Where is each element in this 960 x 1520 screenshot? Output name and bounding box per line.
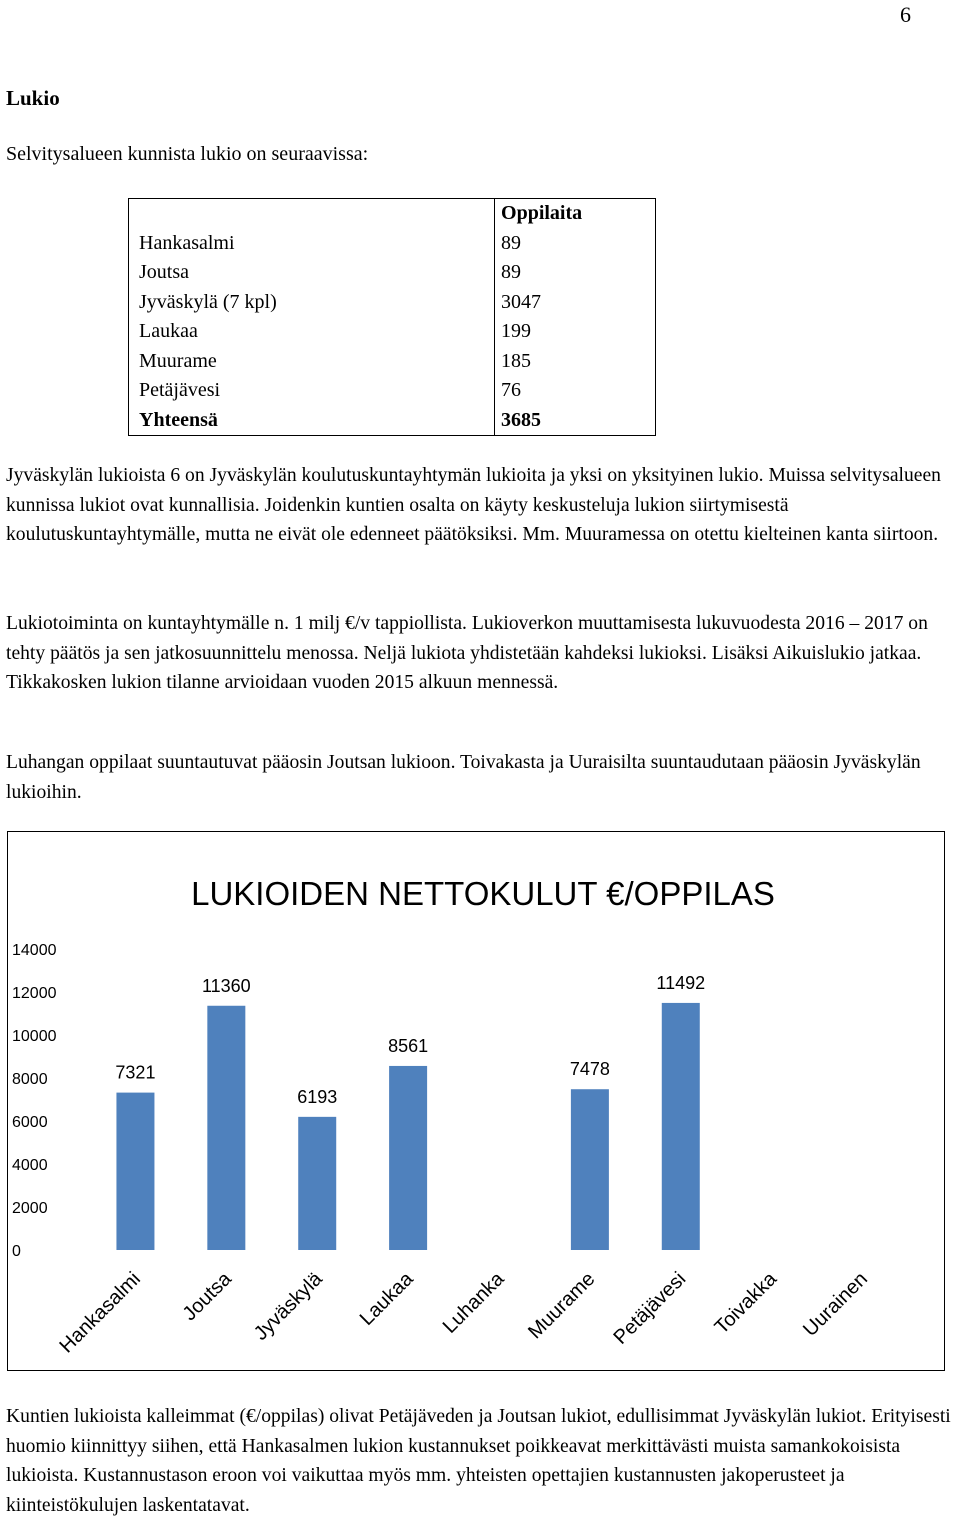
paragraph-student-flows: Luhangan oppilaat suuntautuvat pääosin Joutsan lukioon. Toivakasta ja Uuraisilta suuntaudutaan pääosin Jyväskylän lukioihin. (6, 752, 921, 803)
table-cell-name: Muurame (129, 347, 495, 377)
section-heading: Lukio (6, 86, 60, 110)
table-total-row (129, 406, 656, 436)
cost-chart (7, 831, 945, 1371)
table-total-name: Yhteensä (129, 406, 495, 436)
table-row (129, 229, 656, 259)
table-cell-name: Hankasalmi (129, 229, 495, 259)
bar-hankasalmi (116, 1093, 154, 1250)
y-tick-label: 6000 (12, 1114, 48, 1131)
bar-laukaa (389, 1066, 427, 1250)
table-total-value: 3685 (495, 406, 656, 436)
data-label: 7478 (569, 1059, 610, 1080)
y-tick-label: 10000 (12, 1028, 57, 1045)
chart-title: LUKIOIDEN NETTOKULUT €/OPPILAS (191, 875, 775, 912)
data-label: 11492 (656, 972, 706, 993)
category-label: Petäjävesi (609, 1267, 691, 1349)
table-cell-value: 89 (495, 229, 656, 259)
table-row (129, 376, 656, 406)
table-row (129, 288, 656, 318)
table-row (129, 258, 656, 288)
intro-text: Selvitysalueen kunnista lukio on seuraavissa: (6, 143, 369, 165)
table-cell-name: Laukaa (129, 317, 495, 347)
category-label: Muurame (524, 1267, 600, 1344)
data-label: 8561 (388, 1035, 429, 1056)
y-tick-label: 4000 (12, 1157, 48, 1174)
cost-chart-svg (8, 832, 946, 1372)
table-header-row (129, 199, 656, 229)
page-number: 6 (900, 2, 911, 27)
table-row (129, 347, 656, 377)
bar-joutsa (207, 1006, 245, 1250)
table-cell-name: Jyväskylä (7 kpl) (129, 288, 495, 318)
bar-jyväskylä (298, 1117, 336, 1250)
table-cell-value: 3047 (495, 288, 656, 318)
category-label: Luhanka (438, 1267, 509, 1338)
y-tick-label: 14000 (12, 942, 57, 959)
category-label: Hankasalmi (55, 1267, 145, 1358)
data-label: 11360 (201, 975, 251, 996)
data-label: 6193 (297, 1086, 338, 1107)
table-cell-name: Petäjävesi (129, 376, 495, 406)
bar-petäjävesi (662, 1003, 700, 1250)
paragraph-lukio-ownership: Jyväskylän lukioista 6 on Jyväskylän koulutuskuntayhtymän lukioita ja yksi on yksityinen lukio. Muissa selvitysalueen kunnissa lukiot ovat kunnallisia. Joidenkin kuntien osalta on käyty keskusteluja lukion siirtymisestä koulutuskuntayhtymälle, mutta ne eivät ole edenneet päätöksiksi. Mm. Muuramessa on otettu kielteinen kanta siirtoon. (6, 465, 941, 545)
category-label: Jyväskylä (249, 1267, 327, 1345)
table-cell-value: 185 (495, 347, 656, 377)
table-cell-name: Joutsa (129, 258, 495, 288)
category-label: Uurainen (799, 1267, 873, 1341)
y-tick-label: 8000 (12, 1071, 48, 1088)
data-label: 7321 (115, 1062, 156, 1083)
table-header-value: Oppilaita (495, 199, 656, 229)
table-header-name (129, 199, 495, 229)
table-cell-value: 199 (495, 317, 656, 347)
y-tick-label: 2000 (12, 1200, 48, 1217)
table-cell-value: 76 (495, 376, 656, 406)
y-tick-label: 12000 (12, 985, 57, 1002)
students-table (128, 198, 656, 436)
table-row (129, 317, 656, 347)
category-label: Toivakka (710, 1267, 782, 1339)
students-table-body (129, 199, 656, 436)
paragraph-lukio-network: Lukiotoiminta on kuntayhtymälle n. 1 milj €/v tappiollista. Lukioverkon muuttamisesta lukuvuodesta 2016 – 2017 on tehty päätös ja sen jatkosuunnittelu menossa. Neljä lukiota yhdistetään kahdeksi lukioksi. Lisäksi Aikuislukio jatkaa. Tikkakosken lukion tilanne arvioidaan vuoden 2015 alkuun mennessä. (6, 613, 928, 693)
bar-muurame (571, 1089, 609, 1250)
paragraph-cost-comparison: Kuntien lukioista kalleimmat (€/oppilas) olivat Petäjäveden ja Joutsan lukiot, edullisimmat Jyväskylän lukiot. Erityisesti huomio kiinnittyy siihen, että Hankasalmen lukion kustannukset poikkeavat merkittävästi muista samankokoisista lukioista. Kustannustason eroon voi vaikuttaa myös mm. yhteisten opettajien kustannusten jakoperusteet ja kiinteistökulujen laskentatavat. (6, 1406, 951, 1516)
category-label: Laukaa (355, 1267, 418, 1330)
table-cell-value: 89 (495, 258, 656, 288)
category-label: Joutsa (178, 1267, 236, 1326)
y-tick-label: 0 (12, 1243, 21, 1260)
